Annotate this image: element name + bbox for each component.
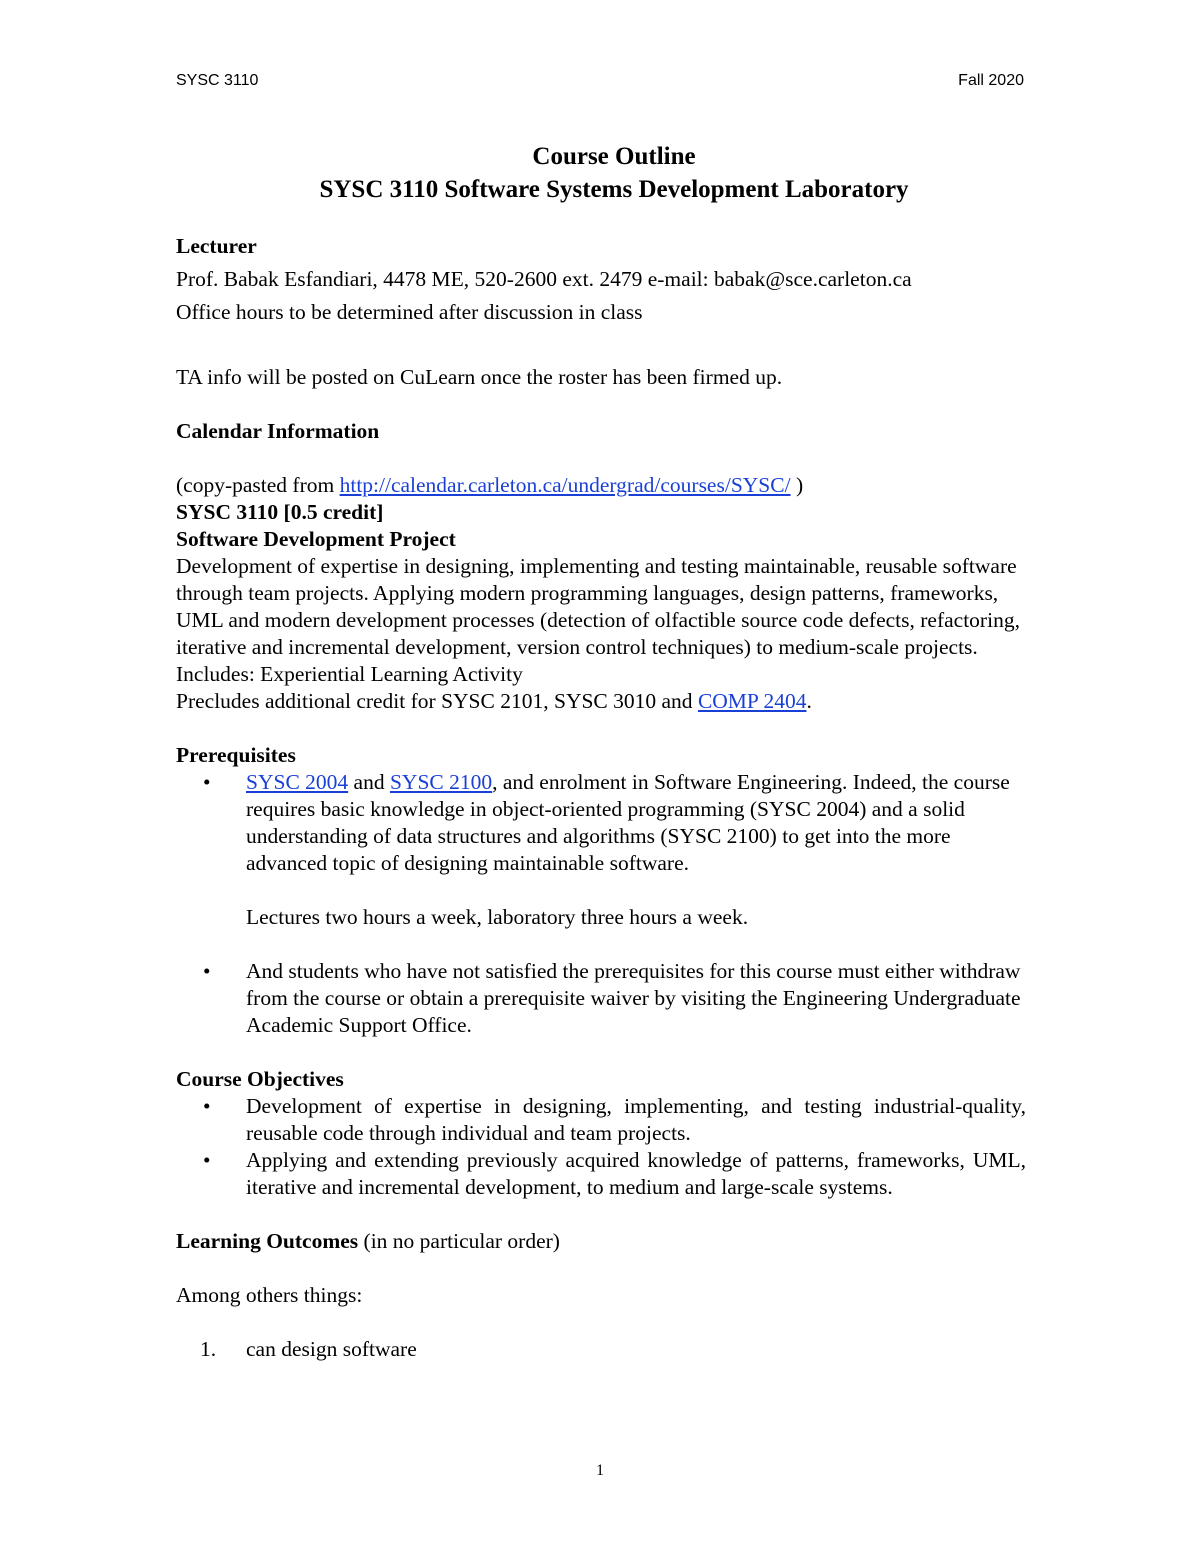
title-line-1: Course Outline [532, 143, 696, 170]
objectives-list [176, 1093, 1026, 1201]
calendar-source: (copy-pasted from http://calendar.carleton.ca/undergrad/courses/SYSC/ ) [176, 473, 804, 497]
comp-2404-link[interactable]: COMP 2404 [697, 689, 807, 713]
calendar-link[interactable]: http://calendar.carleton.ca/undergrad/courses/SYSC/ [339, 473, 791, 497]
list-item: 1. can design software [200, 1337, 417, 1361]
objectives-heading: Course Objectives [176, 1067, 344, 1091]
course-description: Development of expertise in designing, implementing and testing maintainable, reusable software through team projects. Applying modern programming languages, design patterns, frameworks, UML and modern development processes (detection of olfactible source code defects, refactoring, iterative and incremental development, version control techniques) to medium-scale projects. [176, 554, 1020, 659]
list-item: • Development of expertise in designing, implementing, and testing industrial-quality, reusable code through individual and team projects. [203, 1094, 1026, 1145]
calendar-heading: Calendar Information [176, 419, 380, 443]
list-item: • SYSC 2004 and SYSC 2100, and enrolment in Software Engineering. Indeed, the course requires basic knowledge in object-oriented programming (SYSC 2004) and a solid understanding of data structures and algorithms (SYSC 2100) to get into the more advanced topic of designing maintainable software. Lectures two hours a week, laboratory three hours a week. [176, 769, 1026, 958]
course-credit-line: SYSC 3110 [0.5 credit] [176, 500, 384, 524]
course-includes: Includes: Experiential Learning Activity [176, 662, 523, 686]
lecturer-heading: Lecturer [176, 234, 257, 258]
page-header [176, 72, 1024, 96]
outcomes-intro: Among others things: [176, 1283, 363, 1307]
header-course-code: SYSC 3110 [176, 72, 259, 89]
outcomes-heading: Learning Outcomes (in no particular order) [176, 1229, 560, 1253]
bullet-icon: • [203, 770, 211, 794]
list-item: • Applying and extending previously acquired knowledge of patterns, frameworks, UML, iterative and incremental development, to medium and large-scale systems. [203, 1148, 1026, 1199]
course-precludes: Precludes additional credit for SYSC 2101, SYSC 3010 and COMP 2404. [176, 689, 812, 713]
sysc-2100-link[interactable]: SYSC 2100 [389, 770, 493, 794]
page-number: 1 [596, 1462, 604, 1479]
list-number: 1. [200, 1337, 217, 1361]
lectures-note: Lectures two hours a week, laboratory three hours a week. [246, 905, 749, 929]
prerequisites-heading: Prerequisites [176, 743, 296, 767]
outcomes-list [176, 1336, 1026, 1363]
sysc-2004-link[interactable]: SYSC 2004 [246, 770, 349, 794]
document-title [176, 140, 1052, 206]
header-term: Fall 2020 [958, 72, 1024, 89]
office-hours: Office hours to be determined after discussion in class [176, 300, 643, 324]
list-item: • And students who have not satisfied the prerequisites for this course must either withdraw from the course or obtain a prerequisite waiver by visiting the Engineering Undergraduate Academic Support Office. [203, 959, 1021, 1037]
lecturer-contact: Prof. Babak Esfandiari, 4478 ME, 520-2600 ext. 2479 e-mail: babak@sce.carleton.ca [176, 267, 912, 291]
title-line-2: SYSC 3110 Software Systems Development Laboratory [319, 176, 909, 203]
bullet-icon: • [203, 1148, 211, 1172]
document-body [176, 140, 1026, 1363]
bullet-icon: • [203, 1094, 211, 1118]
bullet-icon: • [203, 959, 211, 983]
prerequisites-list [176, 769, 1026, 1039]
course-calendar-title: Software Development Project [176, 527, 456, 551]
ta-info: TA info will be posted on CuLearn once the roster has been firmed up. [176, 365, 783, 389]
